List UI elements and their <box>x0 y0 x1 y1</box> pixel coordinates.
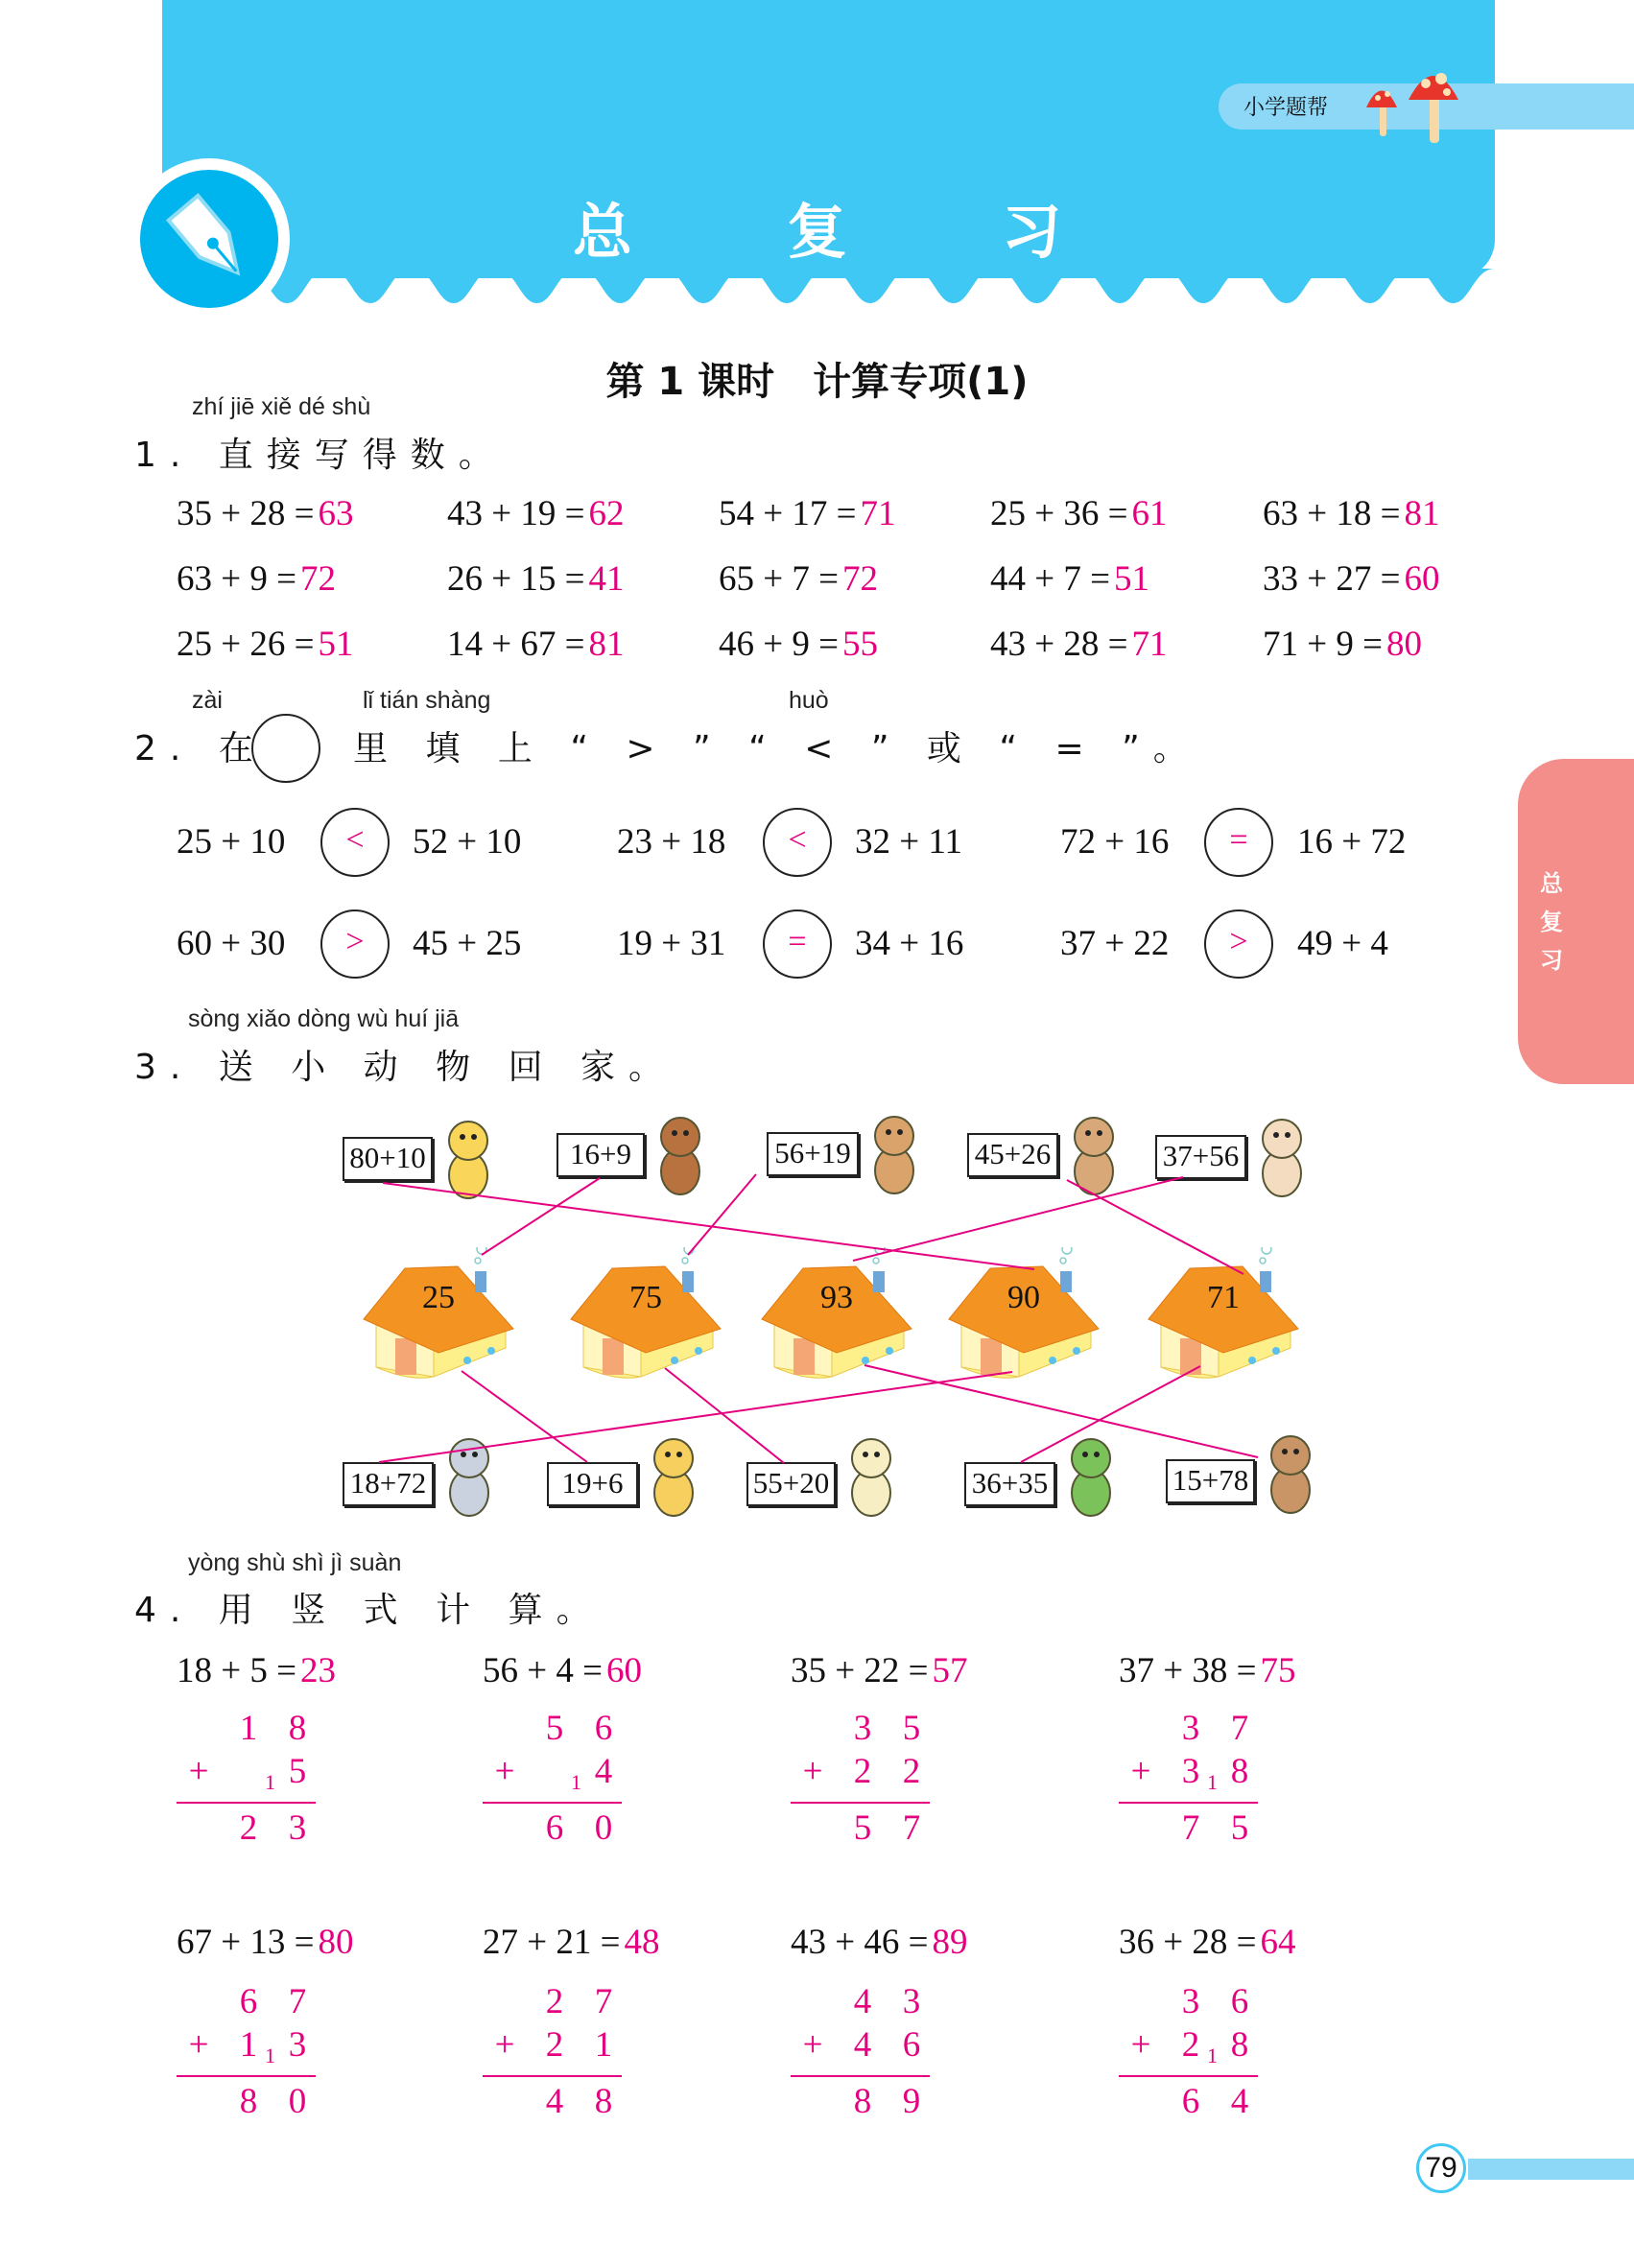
equation-text: 56 + 4 = <box>483 1651 603 1690</box>
answer-text: 60 <box>1404 559 1440 599</box>
cat-icon <box>838 1433 905 1520</box>
result-ones: 0 <box>288 2082 307 2121</box>
result-tens: 7 <box>1181 1808 1200 1848</box>
bottom-expression-card[interactable]: 19+6 <box>547 1462 638 1506</box>
right-expression: 52 + 10 <box>413 822 522 862</box>
q2-heading-end: 里 填 上 “ > ” “ < ” 或 “ = ”。 <box>353 729 1201 768</box>
equation-text: 33 + 27 = <box>1263 559 1401 599</box>
ones-digit: 5 <box>288 1752 307 1791</box>
equation-text: 26 + 15 = <box>447 559 585 599</box>
q3-pinyin: sòng xiǎo dòng wù huí jiā <box>188 1005 460 1032</box>
equation-text: 54 + 17 = <box>719 494 857 533</box>
comparison-circle: > <box>1204 910 1273 979</box>
equation-text: 65 + 7 = <box>719 559 839 599</box>
answer-text: 57 <box>932 1651 968 1690</box>
q3-heading: 3. 送 小 动 物 回 家。 <box>134 1048 677 1087</box>
plus-sign: + <box>1130 1752 1151 1791</box>
bear-icon <box>647 1112 714 1198</box>
puppy-icon <box>1248 1114 1315 1200</box>
left-expression: 19 + 31 <box>617 924 726 963</box>
q2-pinyin-2: lǐ tián shàng <box>363 687 491 714</box>
result-tens: 8 <box>853 2082 872 2121</box>
answer-text: 89 <box>932 1923 968 1962</box>
sum-line <box>177 2075 316 2077</box>
house-number: 25 <box>422 1280 455 1315</box>
equation-text: 18 + 5 = <box>177 1651 296 1690</box>
ones-digit: 5 <box>902 1709 921 1748</box>
elephant-icon <box>436 1433 503 1520</box>
brand-tag <box>1219 83 1634 130</box>
result-ones: 4 <box>1230 2082 1249 2121</box>
q1-equation <box>447 493 624 534</box>
equation-text: 67 + 13 = <box>177 1923 315 1962</box>
sum-line <box>177 1802 316 1804</box>
top-expression-card[interactable]: 37+56 <box>1155 1135 1246 1179</box>
ones-digit: 4 <box>594 1752 613 1791</box>
left-expression: 37 + 22 <box>1060 924 1170 963</box>
answer-text: 80 <box>318 1923 354 1962</box>
dog-icon <box>435 1116 502 1202</box>
tens-digit: 1 <box>239 1709 258 1748</box>
equation-text: 14 + 67 = <box>447 625 585 664</box>
result-ones: 5 <box>1230 1808 1249 1848</box>
answer-text: 64 <box>1260 1923 1296 1962</box>
ones-digit: 8 <box>1230 2025 1249 2065</box>
sum-line <box>1119 2075 1258 2077</box>
equation-text: 25 + 26 = <box>177 625 315 664</box>
side-tab <box>1518 759 1634 1084</box>
equation-text: 25 + 36 = <box>990 494 1128 533</box>
tens-digit: 4 <box>853 1982 872 2021</box>
result-ones: 7 <box>902 1808 921 1848</box>
carry-digit: 1 <box>571 1770 581 1794</box>
equation-text: 46 + 9 = <box>719 625 839 664</box>
answer-text: 81 <box>588 625 625 664</box>
plus-sign: + <box>802 1752 823 1791</box>
carry-digit: 1 <box>265 1770 275 1794</box>
comparison-circle: = <box>1204 808 1273 877</box>
sum-line <box>483 1802 622 1804</box>
q1-equation <box>177 624 353 665</box>
q2-pinyin-3: huò <box>789 687 829 714</box>
sum-line <box>791 1802 930 1804</box>
bottom-expression-card[interactable]: 55+20 <box>746 1462 836 1506</box>
bottom-expression-card[interactable]: 18+72 <box>343 1462 434 1506</box>
mushroom-icon <box>1362 59 1487 146</box>
blank-circle-icon <box>251 714 320 783</box>
tens-digit: 2 <box>545 1982 564 2021</box>
tens-digit: 3 <box>1181 1709 1200 1748</box>
ones-digit: 3 <box>288 2025 307 2065</box>
plus-sign: + <box>494 2025 515 2065</box>
result-tens: 6 <box>1181 2082 1200 2121</box>
q4-pinyin: yòng shù shì jì suàn <box>188 1549 402 1576</box>
equation-text: 35 + 22 = <box>791 1651 929 1690</box>
result-tens: 2 <box>239 1808 258 1848</box>
tens-digit: 2 <box>545 2025 564 2065</box>
top-expression-card[interactable]: 80+10 <box>343 1137 433 1181</box>
left-expression: 23 + 18 <box>617 822 726 862</box>
answer-text: 71 <box>1131 625 1168 664</box>
comparison-circle: = <box>763 910 832 979</box>
ones-digit: 2 <box>902 1752 921 1791</box>
q4-heading: 4. 用 竖 式 计 算。 <box>134 1591 604 1630</box>
sum-line <box>1119 1802 1258 1804</box>
left-expression: 72 + 16 <box>1060 822 1170 862</box>
q4-equation <box>177 1650 336 1691</box>
house-number: 71 <box>1207 1280 1240 1315</box>
answer-text: 51 <box>1113 559 1149 599</box>
turtle-icon <box>1057 1433 1125 1520</box>
right-expression: 49 + 4 <box>1297 924 1388 963</box>
answer-text: 72 <box>841 559 878 599</box>
q1-equation <box>990 558 1149 600</box>
plus-sign: + <box>188 1752 209 1791</box>
page-number: 79 <box>1416 2143 1466 2193</box>
plus-sign: + <box>188 2025 209 2065</box>
result-ones: 9 <box>902 2082 921 2121</box>
result-tens: 4 <box>545 2082 564 2121</box>
equation-text: 63 + 18 = <box>1263 494 1401 533</box>
answer-text: 23 <box>299 1651 336 1690</box>
answer-text: 41 <box>588 559 625 599</box>
q1-equation <box>1263 624 1422 665</box>
comparison-circle: < <box>763 808 832 877</box>
q4-equation <box>1119 1650 1295 1691</box>
q1-equation <box>990 624 1167 665</box>
ones-digit: 8 <box>1230 1752 1249 1791</box>
plus-sign: + <box>494 1752 515 1791</box>
q4-equation <box>791 1922 967 1963</box>
answer-text: 62 <box>588 494 625 533</box>
ones-digit: 7 <box>1230 1709 1249 1748</box>
equation-text: 71 + 9 = <box>1263 625 1383 664</box>
comparison-circle: < <box>320 808 390 877</box>
equation-text: 36 + 28 = <box>1119 1923 1257 1962</box>
answer-text: 81 <box>1404 494 1440 533</box>
ones-digit: 1 <box>594 2025 613 2065</box>
answer-text: 51 <box>318 625 354 664</box>
left-expression: 60 + 30 <box>177 924 286 963</box>
tens-digit: 5 <box>545 1709 564 1748</box>
sum-line <box>483 2075 622 2077</box>
plus-sign: + <box>802 2025 823 2065</box>
result-ones: 8 <box>594 2082 613 2121</box>
bottom-expression-card[interactable]: 15+78 <box>1166 1459 1255 1503</box>
deer-icon <box>1060 1112 1127 1198</box>
tens-digit: 6 <box>239 1982 258 2021</box>
q4-equation <box>791 1650 967 1691</box>
top-expression-card[interactable]: 45+26 <box>967 1133 1058 1177</box>
sum-line <box>791 2075 930 2077</box>
q1-pinyin: zhí jiē xiě dé shù <box>192 393 371 420</box>
answer-text: 60 <box>605 1651 642 1690</box>
answer-text: 80 <box>1385 625 1422 664</box>
answer-text: 72 <box>299 559 336 599</box>
lesson-title: 第 1 课时 计算专项(1) <box>605 360 1029 404</box>
top-expression-card[interactable]: 56+19 <box>767 1132 859 1176</box>
tens-digit: 2 <box>1181 2025 1200 2065</box>
answer-text: 55 <box>841 625 878 664</box>
q1-equation <box>177 493 353 534</box>
top-expression-card[interactable]: 16+9 <box>557 1133 645 1177</box>
q4-equation <box>1119 1922 1295 1963</box>
q2-pinyin-1: zài <box>192 687 223 714</box>
answer-text: 71 <box>860 494 896 533</box>
page-number-bar <box>1468 2159 1634 2180</box>
tens-digit: 4 <box>853 2025 872 2065</box>
result-tens: 8 <box>239 2082 258 2121</box>
side-tab-label: 总复习 <box>1540 870 1563 974</box>
bottom-expression-card[interactable]: 36+35 <box>964 1462 1055 1506</box>
duck-icon <box>640 1433 707 1520</box>
q1-equation <box>1263 493 1439 534</box>
equation-text: 43 + 46 = <box>791 1923 929 1962</box>
ones-digit: 3 <box>902 1982 921 2021</box>
tens-digit: 3 <box>1181 1752 1200 1791</box>
house-number: 93 <box>820 1280 853 1315</box>
q1-heading: 1. 直接写得数。 <box>134 436 507 475</box>
equation-text: 63 + 9 = <box>177 559 296 599</box>
result-ones: 0 <box>594 1808 613 1848</box>
right-expression: 16 + 72 <box>1297 822 1407 862</box>
equation-text: 43 + 28 = <box>990 625 1128 664</box>
ones-digit: 7 <box>288 1982 307 2021</box>
ones-digit: 6 <box>1230 1982 1249 2021</box>
result-tens: 5 <box>853 1808 872 1848</box>
carry-digit: 1 <box>265 2044 275 2067</box>
plus-sign: + <box>1130 2025 1151 2065</box>
equation-text: 37 + 38 = <box>1119 1651 1257 1690</box>
q1-equation <box>177 558 336 600</box>
ones-digit: 6 <box>594 1709 613 1748</box>
tens-digit: 1 <box>239 2025 258 2065</box>
house-number: 75 <box>629 1280 662 1315</box>
answer-text: 61 <box>1131 494 1168 533</box>
carry-digit: 1 <box>1207 1770 1218 1794</box>
ones-digit: 8 <box>288 1709 307 1748</box>
q4-equation <box>177 1922 353 1963</box>
q1-equation <box>1263 558 1439 600</box>
q1-equation <box>447 624 624 665</box>
banner-wave <box>162 269 1495 307</box>
brand-tag-label: 小学题帮 <box>1243 96 1329 120</box>
tens-digit: 3 <box>1181 1982 1200 2021</box>
result-ones: 3 <box>288 1808 307 1848</box>
equation-text: 44 + 7 = <box>990 559 1110 599</box>
equation-text: 43 + 19 = <box>447 494 585 533</box>
answer-text: 75 <box>1260 1651 1296 1690</box>
result-tens: 6 <box>545 1808 564 1848</box>
equation-text: 35 + 28 = <box>177 494 315 533</box>
tens-digit: 3 <box>853 1709 872 1748</box>
carry-digit: 1 <box>1207 2044 1218 2067</box>
page-title: 总 复 习 <box>572 197 1129 267</box>
q4-equation <box>483 1922 659 1963</box>
left-expression: 25 + 10 <box>177 822 286 862</box>
tens-digit: 2 <box>853 1752 872 1791</box>
equation-text: 27 + 21 = <box>483 1923 621 1962</box>
right-expression: 45 + 25 <box>413 924 522 963</box>
answer-text: 48 <box>624 1923 660 1962</box>
right-expression: 32 + 11 <box>855 822 962 862</box>
q2-heading-start: 2. 在 <box>134 729 267 768</box>
right-expression: 34 + 16 <box>855 924 964 963</box>
q1-equation <box>719 558 878 600</box>
ones-digit: 6 <box>902 2025 921 2065</box>
q1-equation <box>447 558 624 600</box>
monkey-icon <box>861 1111 928 1197</box>
comparison-circle: > <box>320 910 390 979</box>
ones-digit: 7 <box>594 1982 613 2021</box>
hedgehog-icon <box>1257 1430 1324 1517</box>
answer-text: 63 <box>318 494 354 533</box>
q1-equation <box>990 493 1167 534</box>
q1-equation <box>719 493 895 534</box>
q1-equation <box>719 624 878 665</box>
house-number: 90 <box>1007 1280 1040 1315</box>
q4-equation <box>483 1650 642 1691</box>
